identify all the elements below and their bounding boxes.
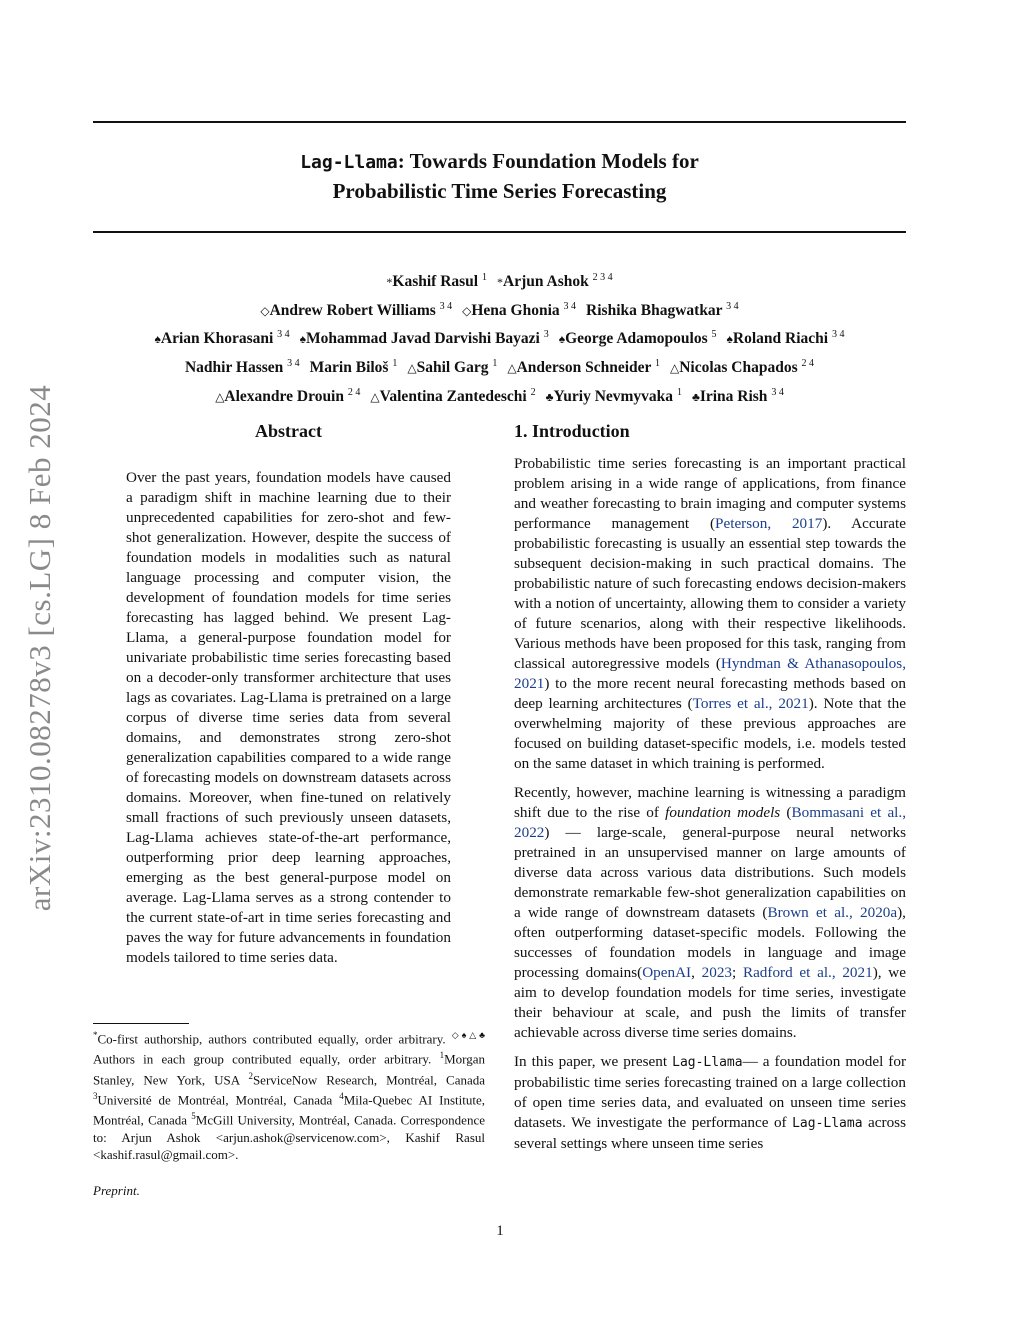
author-list bbox=[93, 266, 906, 409]
intro-p1-text-d: ). Note that the overwhelming majority of these previous approaches are focused on building dataset-specific models, i.e. models tested on the same dataset in which training is performed. bbox=[514, 695, 906, 772]
author-name: Alexandre Drouin bbox=[224, 387, 344, 405]
author bbox=[462, 302, 576, 319]
author bbox=[507, 359, 660, 376]
author-affiliation: 1 bbox=[654, 357, 660, 369]
intro-p2-text-c: ) — large-scale, general-purpose neural networks pretrained in an unsupervised manner on large amounts of diverse data across various data distributions. Such models demonstrate remarkable few-shot generalization capabilities on a wide range of downstream datasets ( bbox=[514, 824, 906, 921]
intro-p3-model-name-1: Lag-Llama bbox=[672, 1055, 743, 1070]
author-group-mark: ◇ bbox=[462, 303, 472, 318]
author-affiliation: 1 bbox=[392, 357, 398, 369]
author-group-mark: ♠ bbox=[558, 332, 566, 347]
author bbox=[185, 359, 300, 376]
author-affiliation: 1 bbox=[492, 357, 498, 369]
citation-openai-2023[interactable]: 2023 bbox=[701, 964, 732, 981]
author-name: Anderson Schneider bbox=[516, 359, 652, 377]
author bbox=[155, 330, 290, 347]
author-group-mark: △ bbox=[215, 389, 225, 404]
footnote-text-2: Authors in each group contributed equally, order arbitrary. bbox=[93, 1051, 440, 1067]
author-name: Irina Rish bbox=[699, 387, 768, 405]
citation-bommasani-2022[interactable]: Bommasani et al., 2022 bbox=[514, 804, 906, 841]
author-group-mark: ♠ bbox=[299, 332, 307, 347]
author-affiliation: 2 bbox=[530, 386, 536, 398]
footnote-aff-5: 5 bbox=[191, 1111, 196, 1122]
abstract-heading: Abstract bbox=[255, 421, 322, 441]
author-affiliation: 3 bbox=[543, 329, 549, 341]
author bbox=[370, 388, 535, 405]
citation-radford-2021[interactable]: Radford et al., 2021 bbox=[742, 964, 873, 981]
footnote-marks-groups: ◇♠△♣ bbox=[451, 1030, 485, 1040]
author-name: Yuriy Nevmyvaka bbox=[553, 387, 674, 405]
footnote-mark-star: * bbox=[93, 1030, 98, 1040]
author-line bbox=[93, 352, 906, 381]
footnote-rule bbox=[93, 1023, 189, 1024]
author bbox=[727, 330, 845, 347]
intro-paragraph-3 bbox=[514, 1052, 906, 1154]
citation-openai[interactable]: OpenAI bbox=[642, 964, 692, 981]
author-group-mark: △ bbox=[370, 389, 380, 404]
intro-paragraph-2 bbox=[514, 783, 906, 1043]
intro-p2-text-a: Recently, however, machine learning is witnessing a paradigm shift due to the rise of bbox=[514, 784, 906, 821]
author bbox=[386, 273, 487, 290]
author-name: Valentina Zantedeschi bbox=[379, 387, 527, 405]
introduction-body bbox=[514, 454, 906, 1163]
intro-p2-emphasis: foundation models bbox=[665, 804, 781, 821]
author-affiliation: 1 bbox=[482, 272, 487, 283]
author bbox=[215, 388, 360, 405]
intro-paragraph-1 bbox=[514, 454, 906, 774]
intro-p3-text-a: In this paper, we present bbox=[514, 1053, 673, 1070]
intro-p3-text-c: across several settings where unseen time series bbox=[514, 1114, 906, 1152]
author-group-mark: △ bbox=[669, 361, 680, 376]
title-rule-bottom bbox=[93, 231, 906, 233]
author-name: George Adamopoulos bbox=[565, 330, 708, 348]
arxiv-stamp-text: arXiv:2310.08278v3 [cs.LG] 8 Feb 2024 bbox=[22, 384, 57, 911]
citation-brown-2020a[interactable]: Brown et al., 2020a bbox=[767, 904, 898, 921]
footnote-text-1: Co-first authorship, authors contributed equally, order arbitrary. bbox=[97, 1031, 452, 1047]
author-group-mark: * bbox=[497, 275, 503, 290]
author-affiliation: 3 4 bbox=[439, 300, 453, 312]
author-affiliation: 2 4 bbox=[347, 386, 361, 398]
author-name: Hena Ghonia bbox=[471, 301, 560, 319]
intro-p2-text-g: ), we aim to develop foundation models for time series, investigate their behaviour at scale, and push the limits of transfer achievable across diverse time series domains. bbox=[514, 964, 906, 1041]
author-affiliation: 2 4 bbox=[801, 357, 815, 369]
author bbox=[670, 359, 814, 376]
author-name: Nicolas Chapados bbox=[679, 359, 798, 377]
footnote-text-5: Université de Montréal, Montréal, Canada bbox=[97, 1092, 340, 1108]
citation-hyndman-2021[interactable]: Hyndman & Athanasopoulos, 2021 bbox=[514, 655, 906, 692]
author-affiliation: 3 4 bbox=[831, 329, 845, 341]
author-group-mark: ♠ bbox=[154, 332, 161, 347]
title-rule-top bbox=[93, 121, 906, 123]
footnote-text-6: Mila-Quebec AI Institute, Montréal, Canada bbox=[93, 1092, 485, 1128]
author-line bbox=[93, 295, 906, 324]
footnote-aff-4: 4 bbox=[339, 1090, 344, 1101]
author-name: Roland Riachi bbox=[732, 330, 829, 348]
author bbox=[546, 388, 682, 405]
title-line-1-rest: : Towards Foundation Models for bbox=[397, 149, 699, 173]
arxiv-stamp bbox=[24, 365, 56, 930]
author-group-mark: * bbox=[386, 275, 393, 290]
footnote bbox=[93, 1027, 485, 1163]
author-name: Arian Khorasani bbox=[160, 330, 274, 348]
author bbox=[310, 359, 398, 376]
author-group-mark: △ bbox=[507, 361, 517, 376]
author bbox=[300, 330, 549, 347]
page-number: 1 bbox=[496, 1223, 504, 1239]
author-name: Kashif Rasul bbox=[392, 273, 479, 291]
author-affiliation: 3 4 bbox=[277, 329, 290, 341]
footnote-aff-1: 1 bbox=[439, 1050, 445, 1061]
author-group-mark: ♣ bbox=[691, 389, 700, 404]
author-name: Marin Biloš bbox=[309, 359, 389, 377]
intro-p1-text-a: Probabilistic time series forecasting is an important practical problem arising in a wide range of applications, from finance and weather forecasting to brain imaging and computer systems performance management ( bbox=[514, 455, 906, 532]
author-name: Mohammad Javad Darvishi Bayazi bbox=[306, 330, 540, 348]
paper-title-line-2: Probabilistic Time Series Forecasting bbox=[332, 179, 667, 203]
intro-p2-text-d: ), often outperforming dataset-specific models. Following the successes of foundation models in language and image processing domains( bbox=[514, 904, 906, 981]
intro-p2-text-f: ; bbox=[732, 964, 743, 981]
citation-torres-2021[interactable]: Torres et al., 2021 bbox=[692, 695, 809, 712]
intro-p2-text-b: ( bbox=[780, 804, 792, 821]
author bbox=[559, 330, 717, 347]
footnote-text-3: Morgan Stanley, New York, USA bbox=[93, 1051, 485, 1087]
paper-title-line-1 bbox=[93, 146, 906, 178]
author-affiliation: 5 bbox=[711, 329, 717, 341]
citation-peterson-2017[interactable]: Peterson, 2017 bbox=[715, 515, 823, 532]
author-line bbox=[93, 266, 906, 295]
author-affiliation: 2 3 4 bbox=[592, 272, 613, 283]
author-line bbox=[93, 323, 906, 352]
author-group-mark: ◇ bbox=[260, 303, 270, 318]
author-line bbox=[93, 381, 906, 410]
author-group-mark: △ bbox=[407, 361, 417, 376]
title-model-name: Lag-Llama bbox=[300, 152, 398, 173]
abstract-body: Over the past years, foundation models have caused a paradigm shift in machine learning due to their unprecedented capabilities for zero-shot and few-shot generalization. However, despite the success of foundation models in modalities such as natural language processing and computer vision, the development of foundation models for time series forecasting has lagged behind. We present Lag-Llama, a general-purpose foundation model for univariate probabilistic time series forecasting based on a decoder-only transformer architecture that uses lags as covariates. Lag-Llama is pretrained on a large corpus of diverse time series data from several domains, and demonstrates strong zero-shot generalization capabilities compared to a wide range of forecasting models on downstream datasets across domains. Moreover, when fine-tuned on relatively small fractions of such previously unseen datasets, Lag-Llama achieves state-of-the-art performance, outperforming prior deep learning approaches, emerging as the best general-purpose model on average. Lag-Llama serves as a strong contender to the current state-of-art in time series forecasting and paves the way for future advancements in foundation models tailored to time series data. bbox=[126, 469, 451, 966]
author-affiliation: 3 4 bbox=[771, 386, 784, 398]
author bbox=[260, 302, 452, 319]
intro-p2-text-e: , bbox=[691, 964, 702, 981]
footnote-aff-2: 2 bbox=[248, 1070, 253, 1081]
intro-p3-text-b: — a foundation model for probabilistic time series forecasting trained on a large collection of open time series data, and evaluated on unseen time series datasets. We investigate the performance of bbox=[514, 1053, 907, 1131]
author-name: Nadhir Hassen bbox=[184, 359, 284, 377]
author bbox=[497, 273, 613, 290]
preprint-label: Preprint. bbox=[93, 1183, 140, 1198]
author bbox=[586, 302, 739, 319]
author-group-mark: ♠ bbox=[726, 332, 733, 347]
author bbox=[407, 359, 497, 376]
author-name: Sahil Garg bbox=[416, 359, 489, 377]
author bbox=[692, 388, 784, 405]
intro-p1-text-b: ). Accurate probabilistic forecasting is usually an essential step towards the subsequent decision-making in such practical domains. The probabilistic nature of such forecasting endows decision-makers with a notion of uncertainty, allowing them to consider a variety of future scenarios, along with their respective likelihoods. Various methods have been proposed for this task, ranging from classical autoregressive models ( bbox=[514, 515, 906, 672]
introduction-heading: 1. Introduction bbox=[514, 421, 630, 441]
intro-p3-model-name-2: Lag-Llama bbox=[792, 1116, 863, 1131]
footnote-aff-3: 3 bbox=[93, 1090, 98, 1101]
author-name: Andrew Robert Williams bbox=[269, 301, 436, 319]
author-name: Rishika Bhagwatkar bbox=[586, 301, 723, 319]
footnote-text-7: McGill University, Montréal, Canada. Correspondence to: Arjun Ashok <arjun.ashok@servicenow.com>, Kashif Rasul <kashif.rasul@gmail.com>. bbox=[93, 1112, 485, 1162]
author-affiliation: 3 4 bbox=[726, 300, 739, 312]
author-affiliation: 3 4 bbox=[287, 357, 300, 369]
author-affiliation: 3 4 bbox=[563, 300, 577, 312]
author-name: Arjun Ashok bbox=[503, 273, 589, 291]
footnote-text-4: ServiceNow Research, Montréal, Canada bbox=[252, 1071, 486, 1087]
author-group-mark: ♣ bbox=[545, 389, 554, 404]
intro-p1-text-c: ) to the more recent neural forecasting methods based on deep learning architectures ( bbox=[514, 675, 906, 712]
author-affiliation: 1 bbox=[676, 386, 682, 398]
